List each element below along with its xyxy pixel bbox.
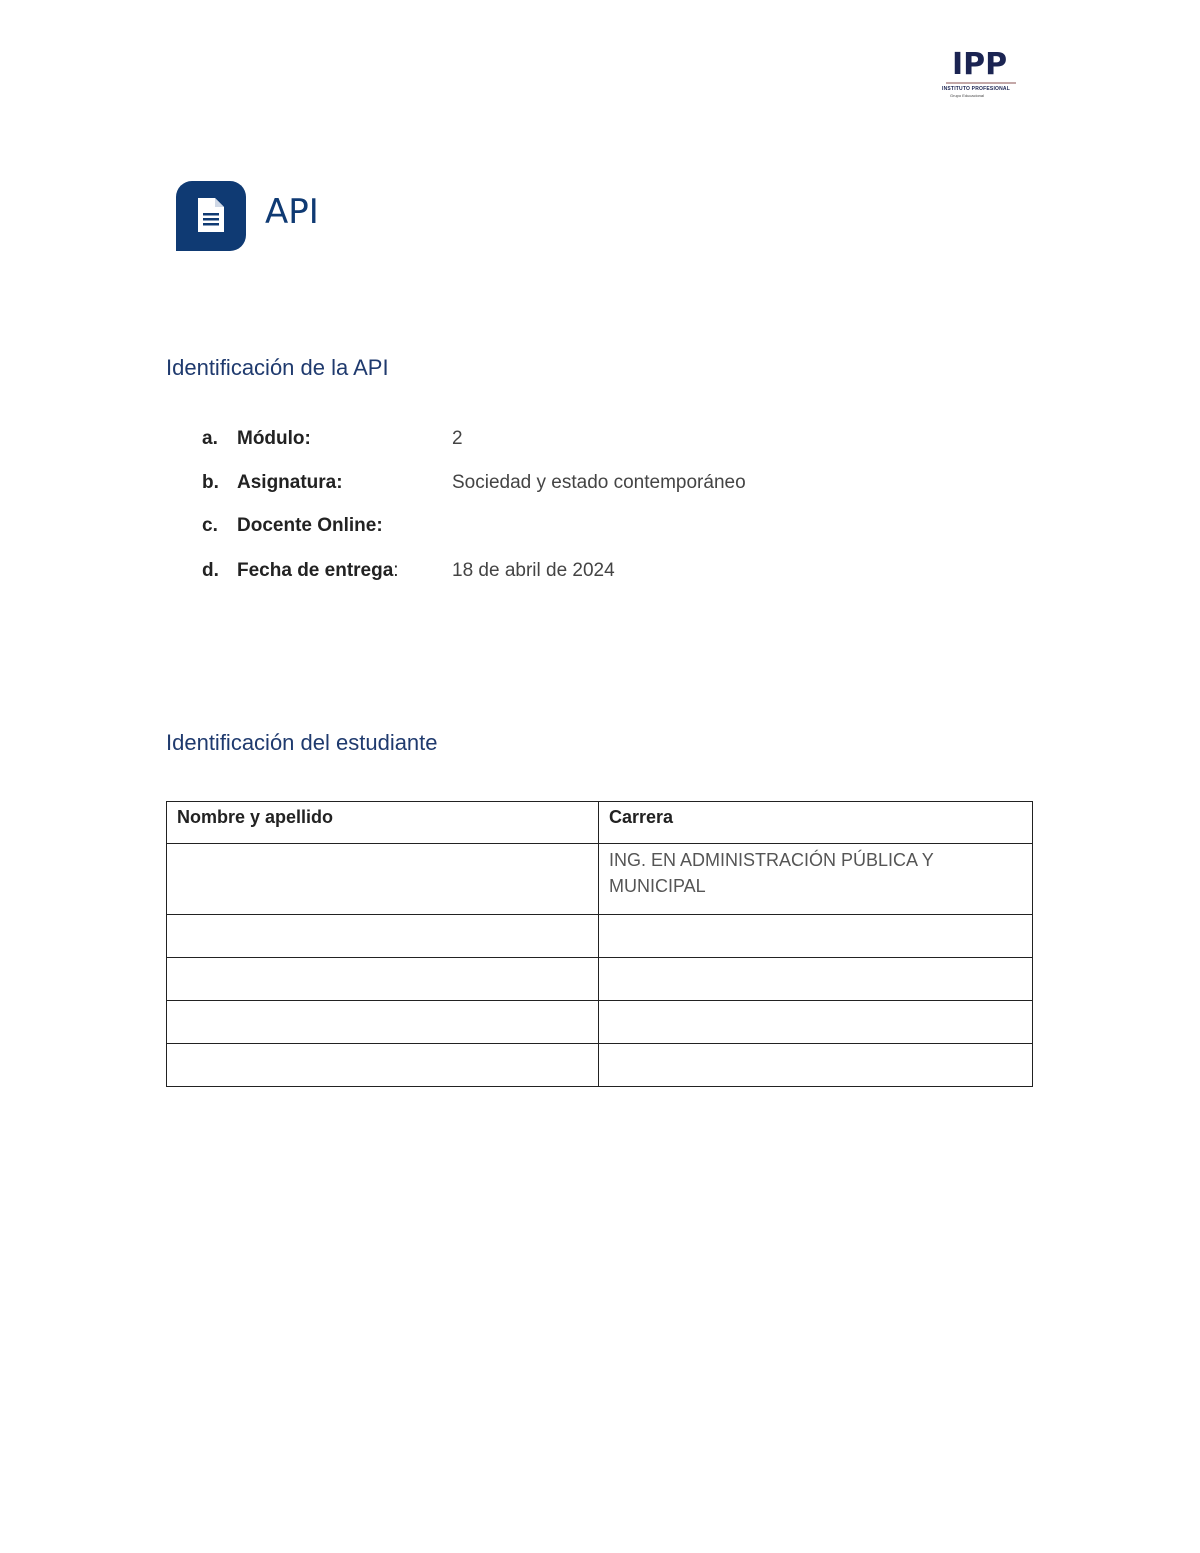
table-row <box>167 1044 1033 1087</box>
table-cell <box>167 844 599 915</box>
table-cell <box>599 915 1033 958</box>
api-section-title: Identificación de la API <box>166 355 389 380</box>
info-letter: a. <box>202 428 218 449</box>
page-title: API <box>265 192 319 232</box>
table-header-row <box>167 802 1033 844</box>
table-cell <box>167 1044 599 1087</box>
student-section-title: Identificación del estudiante <box>166 730 438 755</box>
info-letter: c. <box>202 515 218 536</box>
table-cell <box>599 1044 1033 1087</box>
table-cell <box>167 915 599 958</box>
info-letter: b. <box>202 472 219 493</box>
table-cell <box>167 1001 599 1044</box>
table-row <box>167 915 1033 958</box>
table-cell: ING. EN ADMINISTRACIÓN PÚBLICA Y MUNICIPAL <box>599 844 1033 915</box>
info-letter: d. <box>202 560 219 581</box>
document-icon <box>176 181 246 251</box>
table-row <box>167 844 1033 915</box>
table-row <box>167 958 1033 1001</box>
info-label: Docente Online: <box>237 515 383 536</box>
info-label-text: Fecha de entrega <box>237 560 394 581</box>
logo-line-2: Grupo Educacional <box>950 93 985 98</box>
column-header-name: Nombre y apellido <box>167 802 599 844</box>
table-row <box>167 1001 1033 1044</box>
table-cell <box>167 958 599 1001</box>
logo-divider <box>946 82 1016 84</box>
info-label-suffix: : <box>393 560 399 581</box>
info-label: Módulo: <box>237 428 311 449</box>
info-value: 18 de abril de 2024 <box>452 560 615 581</box>
info-label: Asignatura: <box>237 472 343 493</box>
table-cell <box>599 958 1033 1001</box>
table-cell <box>599 1001 1033 1044</box>
info-row-subject <box>202 471 746 495</box>
info-label <box>237 559 452 583</box>
institution-logo <box>938 47 1022 102</box>
logo-mark: IPP <box>952 47 1008 82</box>
logo-line-1: INSTITUTO PROFESIONAL <box>942 86 1010 92</box>
column-header-career: Carrera <box>599 802 1033 844</box>
info-value: 2 <box>452 428 463 449</box>
info-value: Sociedad y estado contemporáneo <box>452 472 746 493</box>
student-table <box>166 801 1033 1087</box>
info-row-due-date <box>202 559 615 583</box>
info-row-teacher <box>202 514 452 538</box>
info-row-module <box>202 427 463 451</box>
